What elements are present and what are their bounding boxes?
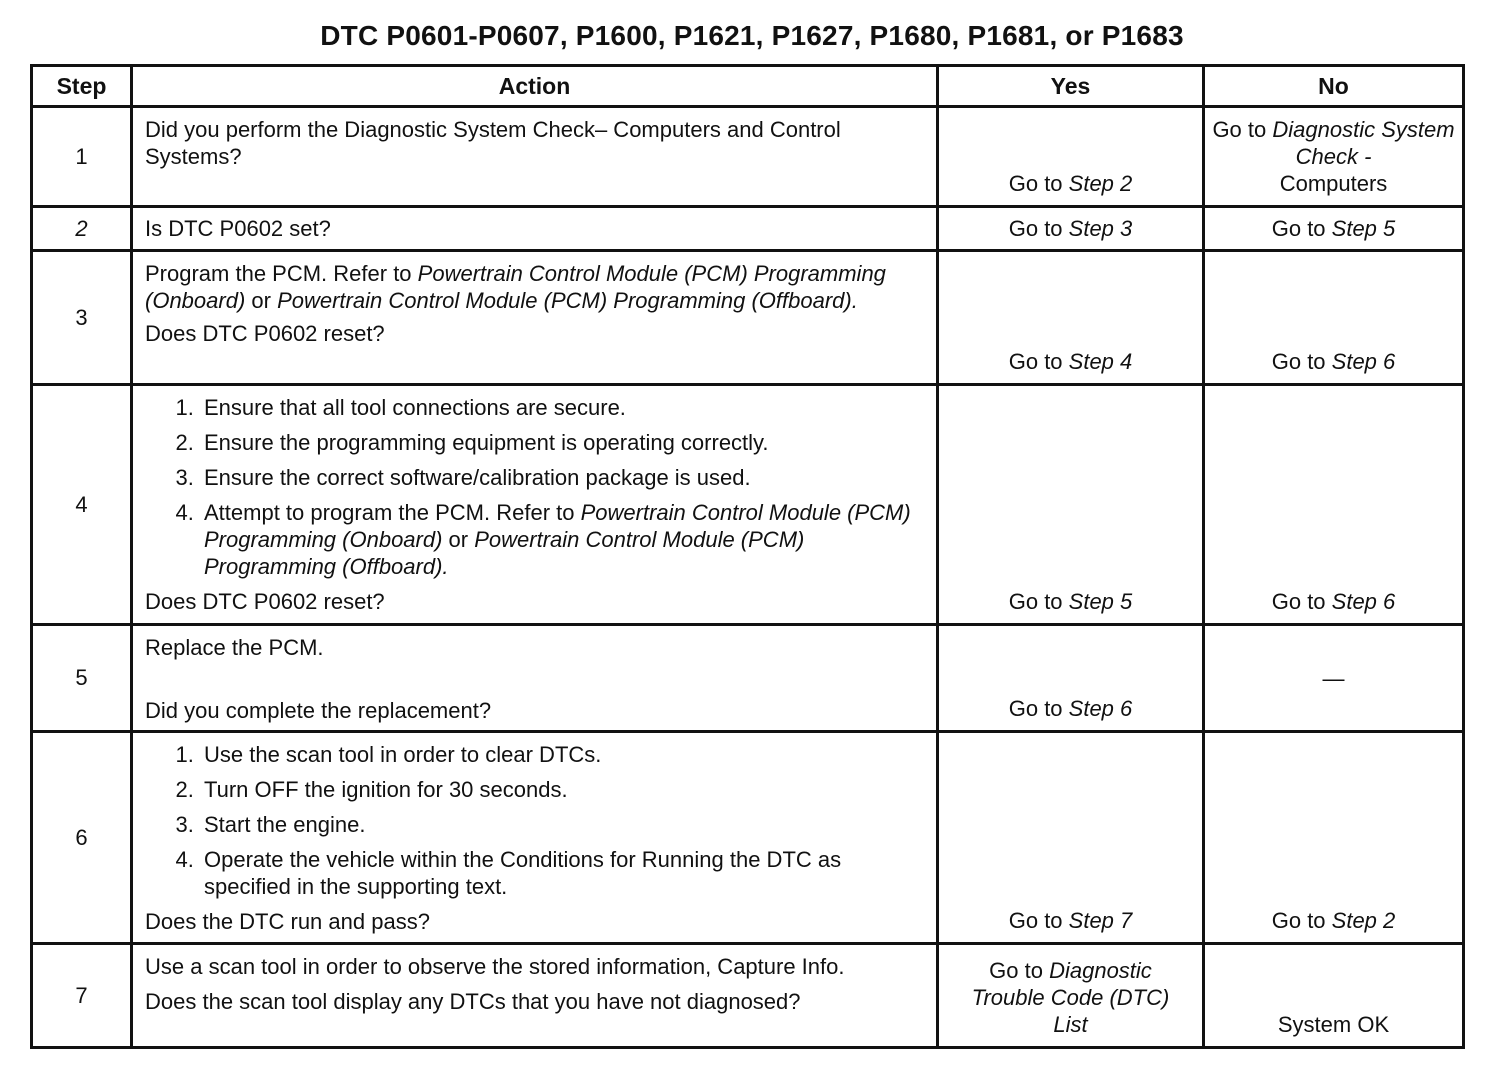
no-prefix: Go to xyxy=(1271,589,1332,614)
action-text: Program the PCM. Refer to xyxy=(145,261,418,286)
header-no: No xyxy=(1204,66,1464,107)
table-row xyxy=(32,944,1464,1048)
action-cell xyxy=(132,732,938,944)
no-link[interactable]: Step 2 xyxy=(1331,908,1396,933)
no-link[interactable]: Diagnostic System Check - xyxy=(1272,117,1455,169)
list-item: 3. Ensure the correct software/calibration package is used. xyxy=(200,464,924,491)
procedure-list xyxy=(145,741,924,900)
yes-prefix: Go to xyxy=(989,958,1050,983)
yes-link[interactable]: Step 7 xyxy=(1068,908,1133,933)
list-item: 1. Use the scan tool in order to clear DTCs. xyxy=(200,741,924,768)
yes-link[interactable]: Diagnostic Trouble Code (DTC) List xyxy=(971,958,1170,1037)
list-item: 2. Turn OFF the ignition for 30 seconds. xyxy=(200,776,924,803)
reference-link[interactable]: Powertrain Control Module (PCM) Programming (Offboard). xyxy=(204,527,805,579)
question-text: Does DTC P0602 reset? xyxy=(145,589,385,614)
yes-cell[interactable] xyxy=(938,107,1204,207)
step-number: 1 xyxy=(32,107,132,207)
yes-link[interactable]: Step 3 xyxy=(1068,216,1133,241)
yes-prefix: Go to xyxy=(1008,171,1069,196)
no-link[interactable]: Step 6 xyxy=(1331,349,1396,374)
yes-cell[interactable] xyxy=(938,732,1204,944)
no-suffix: Computers xyxy=(1279,171,1388,196)
list-item: 4. Operate the vehicle within the Conditions for Running the DTC as specified in the supporting text. xyxy=(200,846,924,900)
no-cell[interactable] xyxy=(1204,107,1464,207)
no-prefix: Go to xyxy=(1271,349,1332,374)
yes-prefix: Go to xyxy=(1008,908,1069,933)
question-text: Does DTC P0602 reset? xyxy=(145,321,385,346)
reference-link[interactable]: Powertrain Control Module (PCM) Programming (Offboard). xyxy=(277,288,858,313)
action-text: Is DTC P0602 set? xyxy=(145,216,331,241)
yes-link[interactable]: Step 5 xyxy=(1068,589,1133,614)
no-cell xyxy=(1204,944,1464,1048)
yes-cell[interactable] xyxy=(938,385,1204,625)
no-cell[interactable] xyxy=(1204,385,1464,625)
header-action: Action xyxy=(132,66,938,107)
header-row xyxy=(32,66,1464,107)
action-text: or xyxy=(245,288,278,313)
action-text: Replace the PCM. xyxy=(145,635,324,660)
list-item: 1. Ensure that all tool connections are secure. xyxy=(200,394,924,421)
action-cell xyxy=(132,944,938,1048)
no-cell[interactable] xyxy=(1204,207,1464,251)
yes-link[interactable]: Step 6 xyxy=(1068,696,1133,721)
page-title: DTC P0601-P0607, P1600, P1621, P1627, P1680, P1681, or P1683 xyxy=(320,20,1184,51)
yes-cell[interactable] xyxy=(938,944,1204,1048)
yes-cell[interactable] xyxy=(938,207,1204,251)
yes-prefix: Go to xyxy=(1008,696,1069,721)
action-cell xyxy=(132,251,938,385)
step-number: 6 xyxy=(32,732,132,944)
no-cell xyxy=(1204,625,1464,732)
step-number: 7 xyxy=(32,944,132,1048)
action-text: or xyxy=(442,527,475,552)
step-number: 2 xyxy=(32,207,132,251)
action-cell xyxy=(132,207,938,251)
no-link[interactable]: Step 5 xyxy=(1331,216,1396,241)
no-prefix: Go to xyxy=(1271,908,1332,933)
header-yes: Yes xyxy=(938,66,1204,107)
reference-link[interactable]: Powertrain Control Module (PCM) Programming (Onboard) xyxy=(204,500,911,552)
list-item xyxy=(200,499,924,580)
table-row xyxy=(32,107,1464,207)
action-text: Use a scan tool in order to observe the stored information, Capture Info. xyxy=(145,954,845,979)
question-text: Did you complete the replacement? xyxy=(145,698,492,723)
yes-prefix: Go to xyxy=(1008,589,1069,614)
table-row xyxy=(32,385,1464,625)
no-cell[interactable] xyxy=(1204,732,1464,944)
question-text: Does the scan tool display any DTCs that you have not diagnosed? xyxy=(145,989,801,1014)
table-row xyxy=(32,251,1464,385)
action-cell xyxy=(132,625,938,732)
action-text: Attempt to program the PCM. Refer to xyxy=(204,500,581,525)
action-cell xyxy=(132,107,938,207)
action-text: Did you perform the Diagnostic System Check– Computers and Control Systems? xyxy=(145,117,841,169)
yes-link[interactable]: Step 2 xyxy=(1068,171,1133,196)
step-number: 4 xyxy=(32,385,132,625)
step-number: 3 xyxy=(32,251,132,385)
procedure-list xyxy=(145,394,924,580)
table-row xyxy=(32,625,1464,732)
action-cell xyxy=(132,385,938,625)
list-item: 2. Ensure the programming equipment is operating correctly. xyxy=(200,429,924,456)
table-row xyxy=(32,207,1464,251)
yes-prefix: Go to xyxy=(1008,349,1069,374)
step-number: 5 xyxy=(32,625,132,732)
header-step: Step xyxy=(32,66,132,107)
list-item: 3. Start the engine. xyxy=(200,811,924,838)
no-prefix: Go to xyxy=(1271,216,1332,241)
yes-link[interactable]: Step 4 xyxy=(1068,349,1133,374)
yes-cell[interactable] xyxy=(938,625,1204,732)
question-text: Does the DTC run and pass? xyxy=(145,909,430,934)
diagnostic-table xyxy=(30,64,1465,1049)
yes-prefix: Go to xyxy=(1008,216,1069,241)
reference-link[interactable]: Powertrain Control Module (PCM) Programming (Onboard) xyxy=(145,261,886,313)
no-link[interactable]: Step 6 xyxy=(1331,589,1396,614)
table-row xyxy=(32,732,1464,944)
no-result: System OK xyxy=(1277,1012,1390,1037)
yes-cell[interactable] xyxy=(938,251,1204,385)
action-instruction xyxy=(145,260,924,314)
no-cell[interactable] xyxy=(1204,251,1464,385)
no-prefix: Go to xyxy=(1212,117,1273,142)
no-dash: — xyxy=(1322,665,1345,691)
